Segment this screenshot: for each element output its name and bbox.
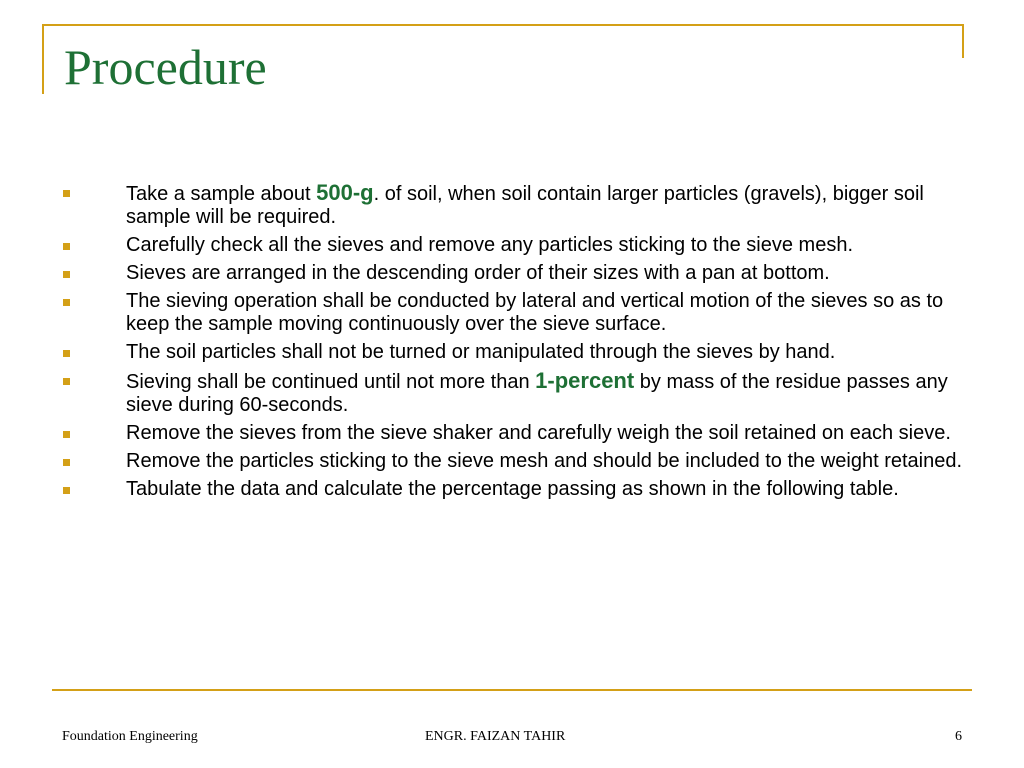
square-bullet-icon xyxy=(63,271,70,278)
square-bullet-icon xyxy=(63,243,70,250)
square-bullet-icon xyxy=(63,190,70,197)
bullet-text-tail: . of soil, when soil contain larger particles (gravels), bigger soil sample will be required. xyxy=(126,183,924,228)
bullet-item xyxy=(60,450,970,473)
bullet-item xyxy=(60,181,970,229)
title-frame-right-rule xyxy=(962,24,964,58)
procedure-bullet-list xyxy=(60,181,970,506)
bullet-item xyxy=(60,369,970,417)
bullet-text: The soil particles shall not be turned or manipulated through the sieves by hand. xyxy=(126,341,836,363)
bullet-item xyxy=(60,234,970,257)
bullet-text: Remove the particles sticking to the sieve mesh and should be included to the weight retained. xyxy=(126,450,963,472)
square-bullet-icon xyxy=(63,431,70,438)
square-bullet-icon xyxy=(63,378,70,385)
footer-author: ENGR. FAIZAN TAHIR xyxy=(425,729,566,744)
footer-rule xyxy=(52,689,972,691)
bullet-item xyxy=(60,478,970,501)
bullet-highlight: 500-g xyxy=(316,180,374,205)
bullet-item xyxy=(60,262,970,285)
bullet-text: Remove the sieves from the sieve shaker and carefully weigh the soil retained on each sieve. xyxy=(126,422,951,444)
footer-course-name: Foundation Engineering xyxy=(62,729,198,744)
footer-page-number: 6 xyxy=(955,729,962,744)
square-bullet-icon xyxy=(63,487,70,494)
bullet-item xyxy=(60,422,970,445)
title-frame-left-rule xyxy=(42,24,44,94)
square-bullet-icon xyxy=(63,459,70,466)
title-frame-top-rule xyxy=(42,24,964,26)
bullet-text: Sieves are arranged in the descending order of their sizes with a pan at bottom. xyxy=(126,262,830,284)
bullet-text: Tabulate the data and calculate the percentage passing as shown in the following table. xyxy=(126,478,899,500)
slide-title: Procedure xyxy=(64,39,267,95)
bullet-text: Take a sample about xyxy=(126,183,317,205)
bullet-text: The sieving operation shall be conducted by lateral and vertical motion of the sieves so as to keep the sample moving continuously over the sieve surface. xyxy=(126,290,944,335)
square-bullet-icon xyxy=(63,350,70,357)
bullet-text-tail: by mass of the residue passes any sieve during 60-seconds. xyxy=(126,371,948,416)
bullet-text: Carefully check all the sieves and remove any particles sticking to the sieve mesh. xyxy=(126,234,854,256)
bullet-item xyxy=(60,290,970,336)
bullet-highlight: 1-percent xyxy=(535,368,635,393)
square-bullet-icon xyxy=(63,299,70,306)
bullet-text: Sieving shall be continued until not more than xyxy=(126,371,536,393)
bullet-item xyxy=(60,341,970,364)
